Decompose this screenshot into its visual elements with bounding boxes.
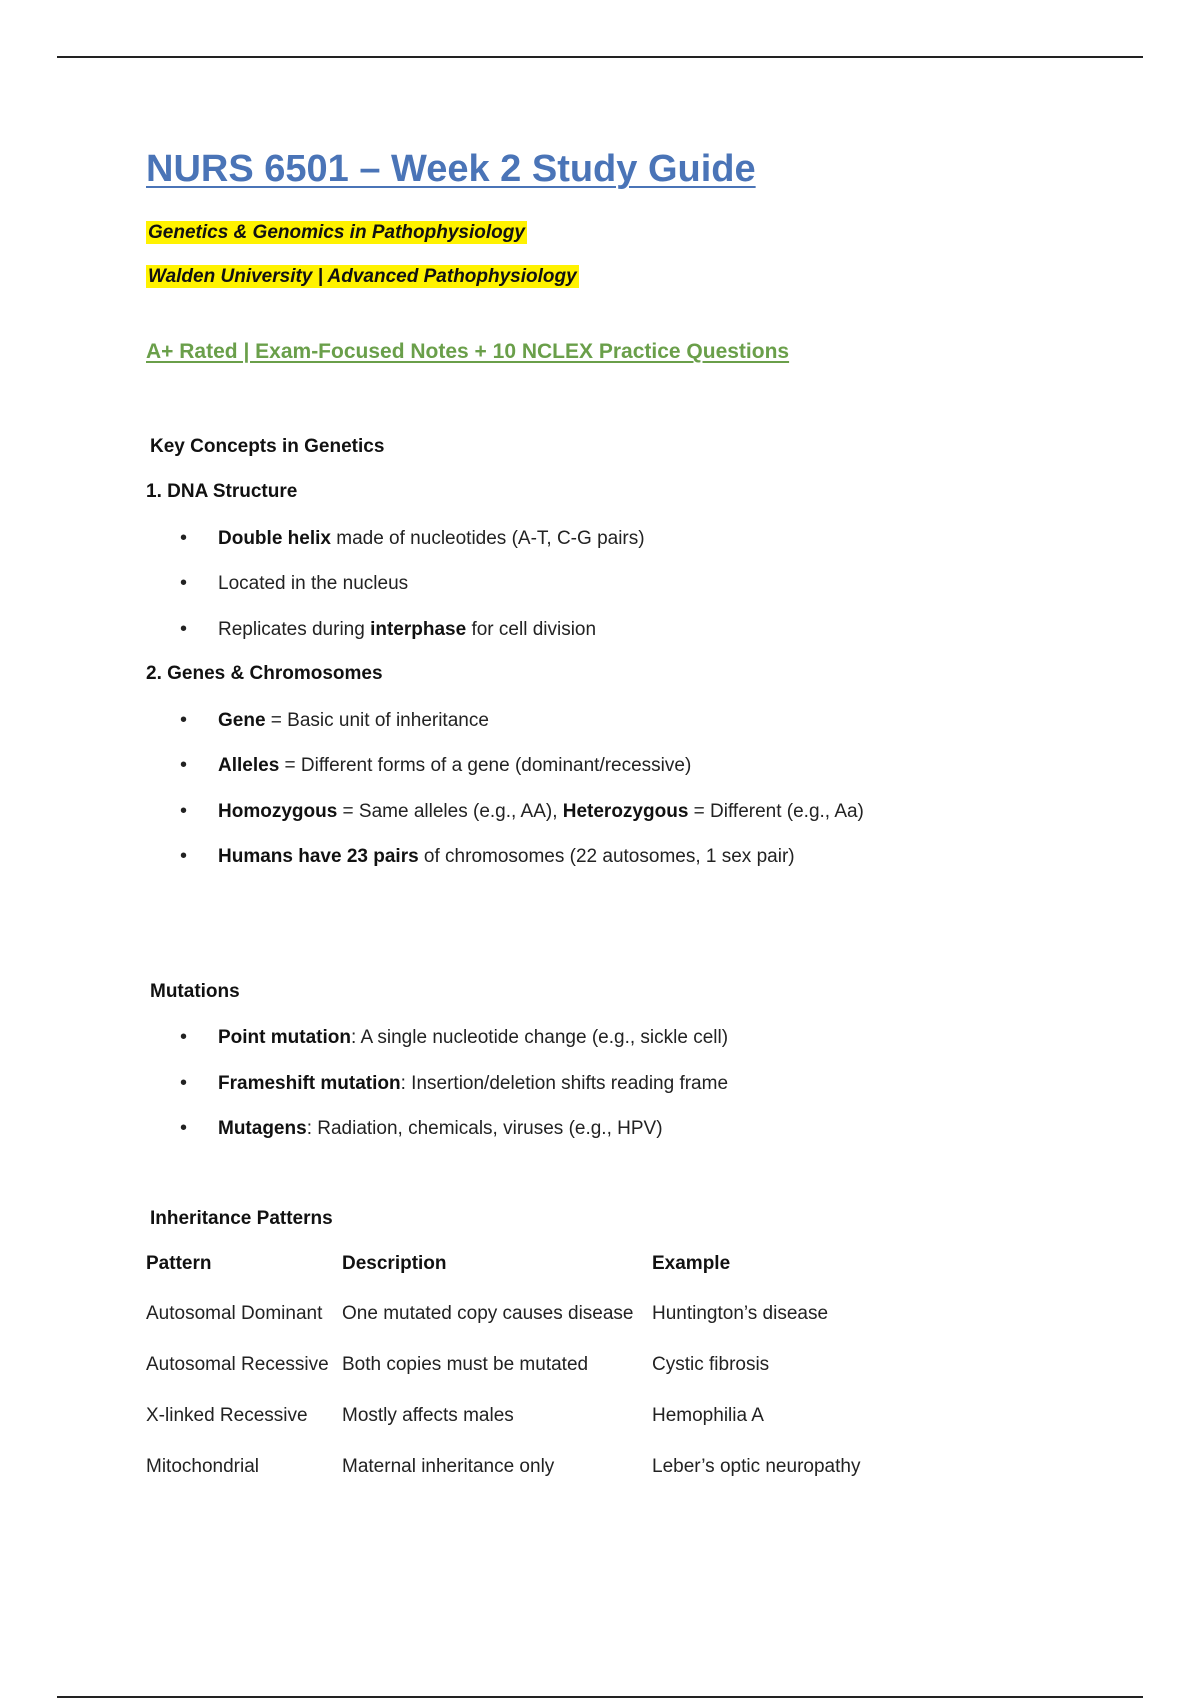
genes-chromosomes-heading: 2. Genes & Chromosomes (146, 663, 383, 684)
table-cell: Maternal inheritance only (342, 1456, 555, 1477)
bullet-icon: • (180, 1026, 188, 1048)
footer-rule (57, 1696, 1143, 1698)
table-cell: Mostly affects males (342, 1405, 514, 1426)
page-title: NURS 6501 – Week 2 Study Guide (146, 148, 756, 190)
definition: : A single nucleotide change (e.g., sickle cell) (350, 1027, 729, 1048)
definition: of chromosomes (22 autosomes, 1 sex pair) (418, 846, 795, 867)
term: Alleles (218, 755, 280, 776)
table-row (146, 1354, 952, 1405)
bullet-icon: • (180, 1117, 188, 1139)
term: Double helix (218, 528, 331, 549)
key-concepts-heading: Key Concepts in Genetics (150, 436, 385, 457)
dna-structure-heading: 1. DNA Structure (146, 481, 298, 502)
column-header: Example (652, 1253, 731, 1274)
table-header-row (146, 1253, 952, 1303)
definition: Replicates during (218, 619, 371, 640)
definition: Located in the nucleus (218, 573, 409, 594)
term: Homozygous (218, 801, 338, 822)
list-item (180, 709, 489, 732)
bullet-icon: • (180, 845, 188, 867)
bullet-icon: • (180, 709, 188, 731)
definition: = Same alleles (e.g., AA), (337, 801, 563, 822)
bullet-icon: • (180, 800, 188, 822)
list-item (180, 1026, 728, 1049)
bullet-icon: • (180, 1072, 188, 1094)
list-item (180, 572, 408, 595)
list-item (180, 1072, 728, 1095)
table-cell: Leber’s optic neuropathy (652, 1456, 861, 1477)
bullet-icon: • (180, 754, 188, 776)
table-cell: Both copies must be mutated (342, 1354, 589, 1375)
table-row (146, 1405, 952, 1456)
term: Frameshift mutation (218, 1073, 401, 1094)
definition: for cell division (466, 619, 597, 640)
list-item (180, 754, 691, 777)
subtitle-institution (146, 266, 579, 288)
table-row (146, 1303, 952, 1354)
column-header: Pattern (146, 1253, 212, 1274)
bullet-icon: • (180, 572, 188, 594)
mutations-heading: Mutations (150, 981, 240, 1002)
table-cell: Cystic fibrosis (652, 1354, 770, 1375)
list-item (180, 845, 795, 868)
table-cell: X-linked Recessive (146, 1405, 308, 1426)
list-item (180, 527, 645, 550)
tagline: A+ Rated | Exam-Focused Notes + 10 NCLEX Practice Questions (146, 340, 790, 363)
term: Humans have 23 pairs (218, 846, 419, 867)
table-cell: Autosomal Dominant (146, 1303, 323, 1324)
table-cell: Huntington’s disease (652, 1303, 829, 1324)
table-row (146, 1456, 952, 1507)
header-rule (57, 56, 1143, 58)
term: Gene (218, 710, 266, 731)
table-cell: Autosomal Recessive (146, 1354, 329, 1375)
column-header: Description (342, 1253, 447, 1274)
table-cell: Mitochondrial (146, 1456, 259, 1477)
list-item (180, 618, 596, 641)
term: Point mutation (218, 1027, 351, 1048)
list-item (180, 1117, 663, 1140)
bullet-icon: • (180, 527, 188, 549)
definition: : Insertion/deletion shifts reading frame (400, 1073, 729, 1094)
subtitle-topic (146, 222, 527, 244)
definition: = Basic unit of inheritance (265, 710, 489, 731)
list-item (180, 800, 864, 823)
term: interphase (370, 619, 467, 640)
subtitle-institution-text: Walden University | Advanced Pathophysiology (148, 266, 577, 287)
inheritance-table (146, 1253, 952, 1507)
bullet-icon: • (180, 618, 188, 640)
definition: = Different forms of a gene (dominant/recessive) (279, 755, 692, 776)
table-cell: Hemophilia A (652, 1405, 764, 1426)
subtitle-topic-text: Genetics & Genomics in Pathophysiology (148, 222, 525, 243)
definition: = Different (e.g., Aa) (688, 801, 864, 822)
table-cell: One mutated copy causes disease (342, 1303, 634, 1324)
definition: : Radiation, chemicals, viruses (e.g., HPV) (306, 1118, 663, 1139)
inheritance-heading: Inheritance Patterns (150, 1208, 333, 1229)
term: Mutagens (218, 1118, 307, 1139)
term: Heterozygous (562, 801, 689, 822)
definition: made of nucleotides (A-T, C-G pairs) (330, 528, 645, 549)
